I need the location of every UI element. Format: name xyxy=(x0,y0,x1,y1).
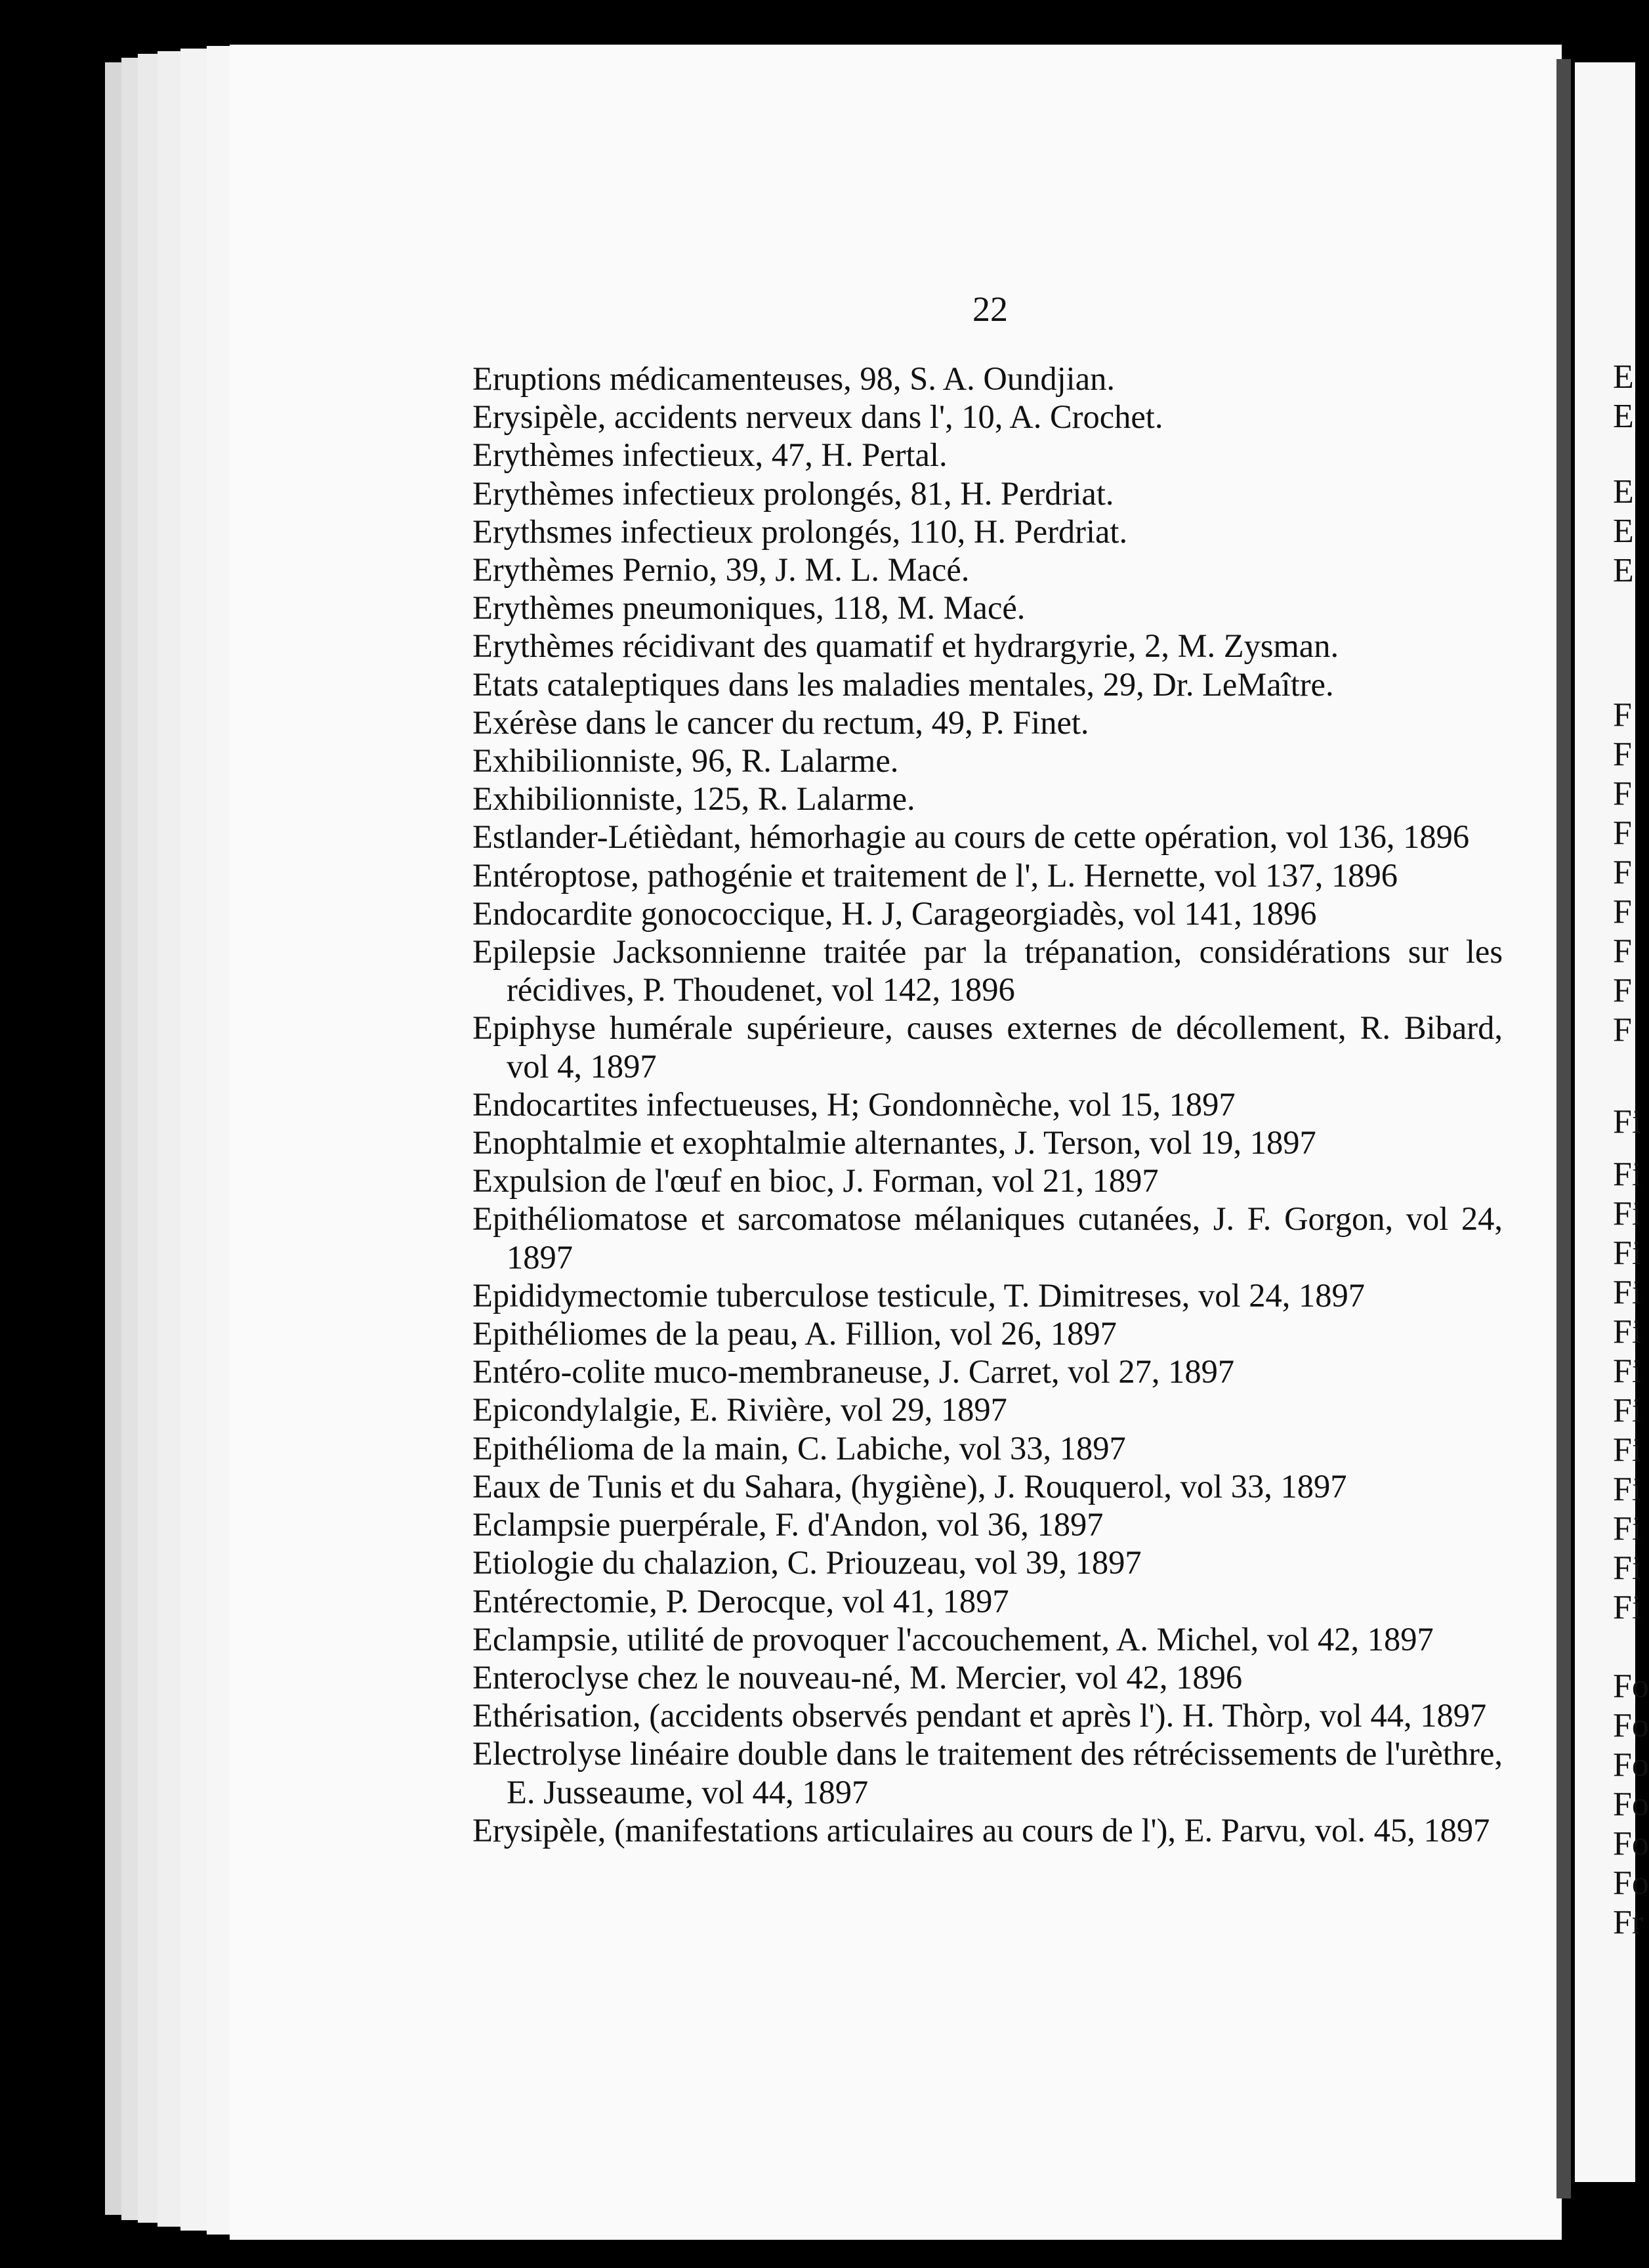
index-entry: Etiologie du chalazion, C. Priouzeau, vol 39, 1897 xyxy=(472,1544,1142,1582)
facing-page-letter: Fi xyxy=(1613,1510,1642,1547)
facing-page-letter: E xyxy=(1613,552,1634,589)
facing-page-letter: F xyxy=(1613,775,1632,812)
index-entry: Eclampsie puerpérale, F. d'Andon, vol 36, 1897 xyxy=(472,1506,1104,1544)
facing-page-letter: Fi xyxy=(1613,1353,1642,1390)
index-entry: Erythèmes pneumoniques, 118, M. Macé. xyxy=(472,589,1026,627)
index-entry: Erysipèle, (manifestations articulaires au cours de l'), E. Parvu, vol. 45, 1897 xyxy=(472,1811,1490,1849)
index-entry: Erysipèle, accidents nerveux dans l', 10, A. Crochet. xyxy=(472,398,1163,436)
index-entry: Epithéliomatose et sarcomatose mélaniques cutanées, J. F. Gorgon, vol 24, 1897 xyxy=(472,1200,1503,1276)
facing-page-letter: F xyxy=(1613,972,1632,1009)
facing-page-letter: F xyxy=(1613,854,1632,891)
index-entry: Erythèmes Pernio, 39, J. M. L. Macé. xyxy=(472,551,970,589)
index-entry: Epithélioma de la main, C. Labiche, vol 33, 1897 xyxy=(472,1429,1126,1467)
facing-page-letter: Fi xyxy=(1613,1274,1642,1311)
index-entry: Epididymectomie tuberculose testicule, T. Dimitreses, vol 24, 1897 xyxy=(472,1276,1365,1314)
index-entry: Expulsion de l'œuf en bioc, J. Forman, vol 21, 1897 xyxy=(472,1162,1159,1200)
facing-page-letter: F xyxy=(1613,1011,1632,1049)
facing-page-letter: F xyxy=(1613,736,1632,773)
index-entry: Erythèmes récidivant des quamatif et hydrargyrie, 2, M. Zysman. xyxy=(472,627,1339,665)
facing-page-letter: Fi xyxy=(1613,1313,1642,1351)
index-entry: Exhibilionniste, 96, R. Lalarme. xyxy=(472,742,899,780)
facing-page-letter: Fi xyxy=(1613,1195,1642,1232)
index-entry: Ethérisation, (accidents observés pendant et après l'). H. Thòrp, vol 44, 1897 xyxy=(472,1697,1487,1734)
index-entry: Electrolyse linéaire double dans le traitement des rétrécissements de l'urèthre, E. Jusseaume, vol 44, 1897 xyxy=(472,1735,1503,1811)
facing-page-letter: Fi xyxy=(1613,1156,1642,1193)
facing-page-letter: E xyxy=(1613,398,1634,435)
facing-page-letter: Fi xyxy=(1613,1103,1642,1141)
index-entry-list xyxy=(472,360,1503,1849)
book-gutter xyxy=(1556,59,1571,2198)
facing-page-letter: Fi xyxy=(1613,1392,1642,1429)
facing-page-letter: Fi xyxy=(1613,1234,1642,1272)
index-entry: Exérèse dans le cancer du rectum, 49, P. Finet. xyxy=(472,704,1089,741)
index-entry: Etats cataleptiques dans les maladies mentales, 29, Dr. LeMaître. xyxy=(472,665,1334,703)
index-entry: Erythèmes infectieux prolongés, 81, H. Perdriat. xyxy=(472,474,1114,512)
facing-page-letter: F xyxy=(1613,893,1632,931)
facing-page-edge xyxy=(1575,62,1649,2182)
facing-page-letter: Fo xyxy=(1613,1746,1649,1784)
index-entry: Estlander-Létièdant, hémorhagie au cours de cette opération, vol 136, 1896 xyxy=(472,818,1470,856)
facing-page-letter: F xyxy=(1613,814,1632,852)
facing-page-letter: Fo xyxy=(1613,1786,1649,1823)
facing-page-letter: Fi xyxy=(1613,1471,1642,1508)
facing-page-letter: Fi xyxy=(1613,1589,1642,1626)
index-entry: Exhibilionniste, 125, R. Lalarme. xyxy=(472,780,915,818)
index-entry: Enteroclyse chez le nouveau-né, M. Mercier, vol 42, 1896 xyxy=(472,1658,1243,1696)
facing-page-letter: Fo xyxy=(1613,1825,1649,1862)
index-entry: Entéroptose, pathogénie et traitement de l', L. Hernette, vol 137, 1896 xyxy=(472,856,1398,894)
facing-page-letter: E xyxy=(1613,513,1634,550)
index-entry: Eruptions médicamenteuses, 98, S. A. Oundjian. xyxy=(472,360,1116,397)
facing-page-letter: Fi xyxy=(1613,1431,1642,1469)
index-entry: Epicondylalgie, E. Rivière, vol 29, 1897 xyxy=(472,1391,1007,1429)
index-entry: Enophtalmie et exophtalmie alternantes, J. Terson, vol 19, 1897 xyxy=(472,1124,1316,1162)
index-entry: Entérectomie, P. Derocque, vol 41, 1897 xyxy=(472,1582,1009,1620)
index-entry: Endocardite gonococcique, H. J, Carageorgiadès, vol 141, 1896 xyxy=(472,894,1317,932)
facing-page-letter: Fo xyxy=(1613,1864,1649,1902)
facing-page-letter: Fo xyxy=(1613,1668,1649,1705)
index-entry: Eaux de Tunis et du Sahara, (hygiène), J. Rouquerol, vol 33, 1897 xyxy=(472,1467,1347,1505)
index-entry: Erythsmes infectieux prolongés, 110, H. Perdriat. xyxy=(472,513,1128,550)
index-entry: Eclampsie, utilité de provoquer l'accouchement, A. Michel, vol 42, 1897 xyxy=(472,1620,1434,1658)
facing-page-letter: Fo xyxy=(1613,1707,1649,1744)
index-entry: Epiphyse humérale supérieure, causes externes de décollement, R. Bibard, vol 4, 1897 xyxy=(472,1009,1503,1085)
facing-page-letter: Fr xyxy=(1613,1904,1644,1941)
index-entry: Epilepsie Jacksonnienne traitée par la trépanation, considérations sur les récidives, P. Thoudenet, vol 142, 1896 xyxy=(472,933,1503,1009)
page-number: 22 xyxy=(972,289,1008,329)
index-entry: Entéro-colite muco-membraneuse, J. Carret, vol 27, 1897 xyxy=(472,1353,1235,1391)
facing-page-letter: E xyxy=(1613,473,1634,511)
facing-page-letter: F xyxy=(1613,696,1632,734)
index-entry: Endocartites infectueuses, H; Gondonnèche, vol 15, 1897 xyxy=(472,1085,1236,1123)
facing-page-letter: E xyxy=(1613,358,1634,396)
index-entry: Erythèmes infectieux, 47, H. Pertal. xyxy=(472,436,948,474)
index-entry: Epithéliomes de la peau, A. Fillion, vol 26, 1897 xyxy=(472,1315,1117,1353)
facing-page-letter: F xyxy=(1613,933,1632,970)
facing-page-letter: Fi xyxy=(1613,1549,1642,1587)
